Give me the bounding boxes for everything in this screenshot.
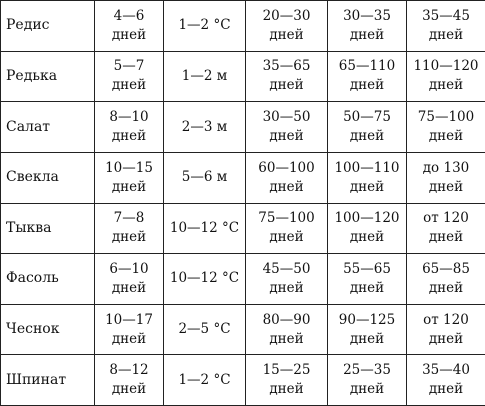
period-unit: дней [428, 178, 464, 195]
temperature-cell: 2—3 м [164, 102, 246, 153]
table-row [1, 254, 485, 305]
germination-unit: дней [111, 381, 147, 398]
period-unit: дней [349, 229, 385, 246]
period-cell-2 [328, 203, 407, 254]
period-unit: дней [349, 330, 385, 347]
period-unit: дней [269, 381, 304, 398]
germination-cell [95, 1, 164, 52]
period-value: 30—50 [262, 109, 311, 126]
germination-cell [95, 355, 164, 406]
period-cell-1 [246, 355, 328, 406]
germination-value: 4—6 [113, 7, 145, 24]
germination-unit: дней [111, 26, 147, 43]
period-unit: дней [269, 26, 304, 43]
crop-name: Шпинат [1, 355, 95, 406]
period-value: 35—40 [422, 362, 470, 379]
table-row [1, 1, 485, 52]
germination-cell [95, 102, 164, 153]
germination-unit: дней [111, 77, 147, 94]
period-unit: дней [428, 279, 464, 296]
period-unit: дней [269, 279, 304, 296]
period-unit: дней [269, 128, 304, 145]
period-unit: дней [349, 279, 385, 296]
period-cell-3 [407, 1, 485, 52]
table-row [1, 355, 485, 406]
germination-value: 6—10 [109, 260, 149, 277]
period-value: 65—85 [422, 260, 470, 277]
germination-cell [95, 152, 164, 203]
table-row [1, 203, 485, 254]
temperature-cell: 1—2 °С [164, 1, 246, 52]
period-cell-3 [407, 254, 485, 305]
period-unit: дней [269, 330, 304, 347]
period-unit: дней [428, 330, 464, 347]
temperature-cell: 1—2 м [164, 51, 246, 102]
period-cell-2 [328, 304, 407, 355]
crop-name: Редька [1, 51, 95, 102]
period-unit: дней [349, 77, 385, 94]
period-cell-2 [328, 102, 407, 153]
period-value: 110—120 [413, 58, 479, 75]
germination-cell [95, 51, 164, 102]
temperature-cell: 10—12 °С [164, 203, 246, 254]
period-cell-1 [246, 304, 328, 355]
period-unit: дней [349, 178, 385, 195]
germination-value: 7—8 [113, 210, 145, 227]
period-unit: дней [349, 26, 385, 43]
period-cell-3 [407, 203, 485, 254]
period-cell-2 [328, 355, 407, 406]
germination-value: 5—7 [113, 58, 145, 75]
period-value: 45—50 [262, 260, 311, 277]
germination-unit: дней [111, 229, 147, 246]
period-unit: дней [428, 381, 464, 398]
period-value: 75—100 [258, 210, 315, 227]
period-value: 80—90 [262, 311, 311, 328]
germination-cell [95, 203, 164, 254]
period-unit: дней [428, 26, 464, 43]
crop-name: Чеснок [1, 304, 95, 355]
period-unit: дней [349, 128, 385, 145]
period-cell-1 [246, 152, 328, 203]
period-value: 35—45 [422, 7, 470, 24]
period-cell-2 [328, 1, 407, 52]
period-cell-1 [246, 1, 328, 52]
period-value: от 120 [423, 210, 469, 227]
period-unit: дней [349, 381, 385, 398]
period-value: 35—65 [262, 58, 311, 75]
temperature-cell: 2—5 °С [164, 304, 246, 355]
period-value: 65—110 [338, 58, 396, 75]
period-unit: дней [269, 178, 304, 195]
period-cell-2 [328, 51, 407, 102]
period-unit: дней [428, 229, 464, 246]
table-row [1, 51, 485, 102]
germination-value: 10—15 [105, 159, 153, 176]
period-cell-1 [246, 102, 328, 153]
period-cell-3 [407, 51, 485, 102]
crop-name: Тыква [1, 203, 95, 254]
period-cell-3 [407, 304, 485, 355]
germination-cell [95, 304, 164, 355]
germination-unit: дней [111, 279, 147, 296]
germination-cell [95, 254, 164, 305]
period-unit: дней [269, 77, 304, 94]
period-value: 20—30 [262, 7, 311, 24]
period-value: 60—100 [258, 159, 315, 176]
germination-unit: дней [111, 178, 147, 195]
table-row [1, 152, 485, 203]
period-value: 100—110 [334, 159, 400, 176]
period-cell-3 [407, 152, 485, 203]
period-cell-2 [328, 152, 407, 203]
period-value: 90—125 [338, 311, 396, 328]
period-value: 30—35 [343, 7, 391, 24]
period-value: 55—65 [343, 260, 391, 277]
period-cell-1 [246, 254, 328, 305]
germination-unit: дней [111, 330, 147, 347]
period-unit: дней [428, 128, 464, 145]
table-row [1, 304, 485, 355]
period-value: 25—35 [343, 362, 391, 379]
period-value: до 130 [422, 159, 470, 176]
period-cell-1 [246, 51, 328, 102]
period-cell-2 [328, 254, 407, 305]
period-cell-1 [246, 203, 328, 254]
period-value: от 120 [423, 311, 469, 328]
period-value: 15—25 [262, 362, 311, 379]
period-value: 100—120 [334, 210, 400, 227]
crop-name: Фасоль [1, 254, 95, 305]
period-unit: дней [428, 77, 464, 94]
germination-value: 8—10 [109, 109, 149, 126]
period-cell-3 [407, 355, 485, 406]
germination-value: 8—12 [109, 362, 149, 379]
temperature-cell: 1—2 °С [164, 355, 246, 406]
temperature-cell: 5—6 м [164, 152, 246, 203]
period-value: 50—75 [343, 109, 391, 126]
crop-name: Свекла [1, 152, 95, 203]
period-value: 75—100 [417, 109, 475, 126]
period-unit: дней [269, 229, 304, 246]
germination-unit: дней [111, 128, 147, 145]
temperature-cell: 10—12 °С [164, 254, 246, 305]
crop-name: Редис [1, 1, 95, 52]
germination-value: 10—17 [105, 311, 153, 328]
crop-name: Салат [1, 102, 95, 153]
period-cell-3 [407, 102, 485, 153]
table-row [1, 102, 485, 153]
